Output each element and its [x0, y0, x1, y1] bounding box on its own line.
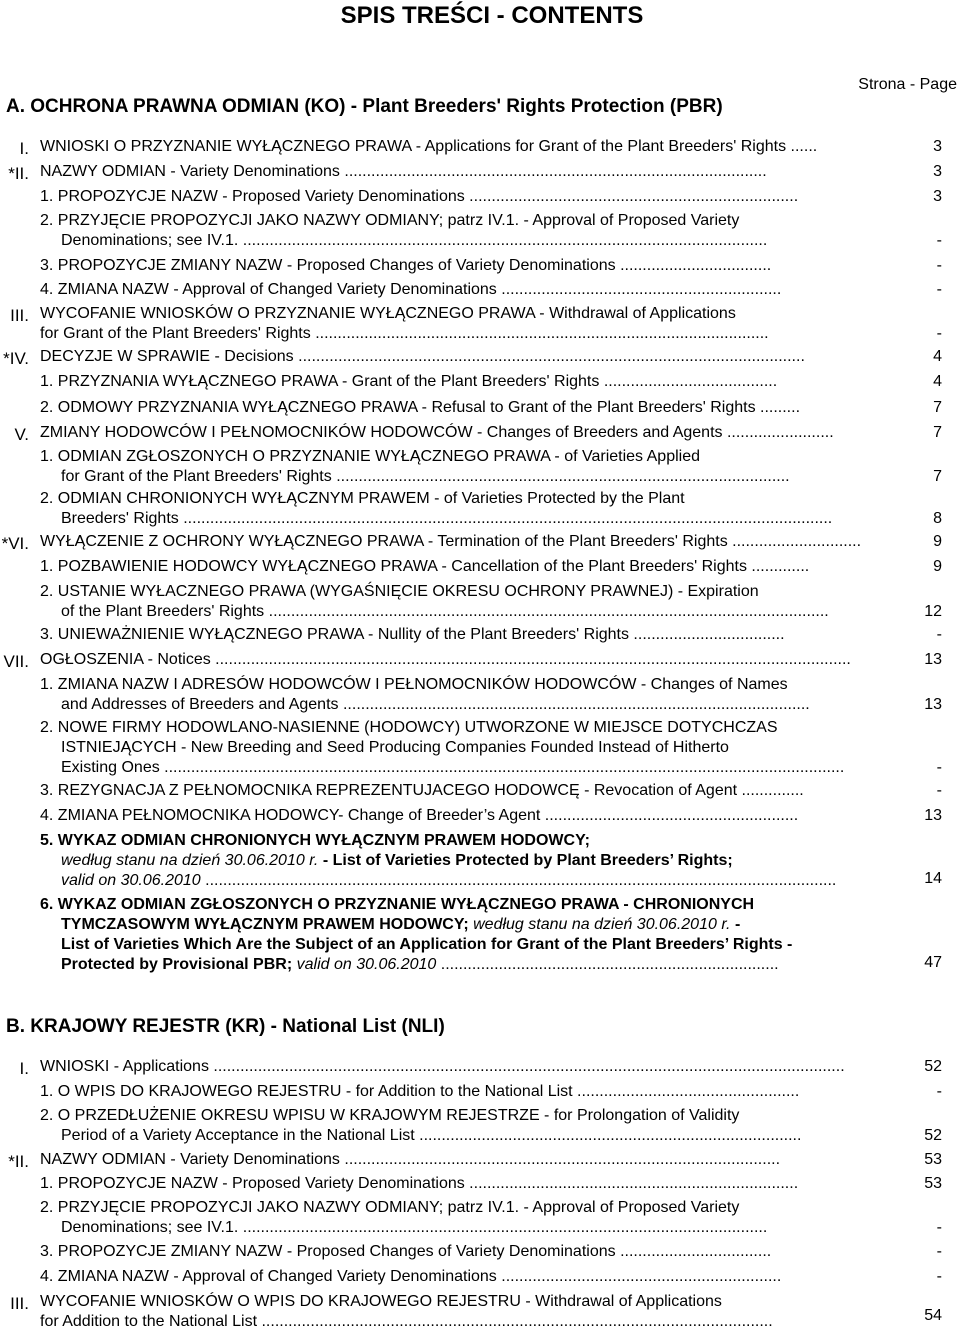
toc-entry-a-vii-2[interactable] — [0, 718, 960, 778]
entry-title: WNIOSKI - Applications — [40, 1058, 209, 1075]
toc-entry-a-v[interactable] — [0, 423, 960, 443]
page-number: 7 — [933, 399, 942, 416]
entry-title-line: for Addition to the National List — [40, 1313, 258, 1330]
toc-entry-a-vii-4[interactable] — [0, 806, 960, 826]
page-number: 4 — [933, 373, 942, 390]
page-column-header: Strona - Page — [858, 76, 957, 93]
roman-numeral: *II. — [8, 1152, 29, 1171]
leader-dots: ......................................................... — [540, 807, 799, 824]
page-number: 3 — [933, 163, 942, 180]
page-number: - — [936, 1243, 942, 1260]
toc-entry-a-vi-1[interactable] — [0, 557, 960, 577]
section-b-heading: B. KRAJOWY REJESTR (KR) - National List (NLI) — [6, 1016, 445, 1037]
page-number: 52 — [924, 1058, 942, 1075]
leader-dots: .................................................................................................................................................. — [178, 510, 833, 527]
leader-dots: .................................................................................................. — [339, 1151, 781, 1168]
entry-title-bold: - List of Varieties Protected by Plant Breeders’ Rights; — [318, 852, 733, 869]
toc-entry-a-ii-1[interactable] — [0, 187, 960, 207]
entry-title-line: Existing Ones — [61, 759, 160, 776]
leader-dots: .......................................................................... — [464, 1175, 799, 1192]
entry-title-line: 1. ZMIANA NAZW I ADRESÓW HODOWCÓW I PEŁNOMOCNIKÓW HODOWCÓW - Changes of Names — [40, 676, 788, 693]
leader-dots: ....................................... — [599, 373, 778, 390]
toc-entry-b-ii-2[interactable] — [0, 1198, 960, 1238]
leader-dots: ............................................................................ — [436, 956, 779, 973]
entry-title-line: Breeders' Rights — [61, 510, 179, 527]
leader-dots: ............................................................................................................................................... — [210, 651, 851, 668]
leader-dots: ......................................................................................................................................................... — [159, 759, 845, 776]
leader-dots: ............................................................... — [496, 281, 782, 298]
roman-numeral: III. — [10, 306, 29, 325]
leader-dots: .............................................................................................................................................. — [208, 1058, 845, 1075]
toc-entry-a-v-2[interactable] — [0, 489, 960, 529]
roman-numeral: *VI. — [1, 534, 29, 553]
section-a-heading: A. OCHRONA PRAWNA ODMIAN (KO) - Plant Breeders' Rights Protection (PBR) — [6, 96, 723, 117]
page-number: 8 — [933, 510, 942, 527]
entry-title: 1. PRZYZNANIA WYŁĄCZNEGO PRAWA - Grant of the Plant Breeders' Rights — [40, 373, 600, 390]
entry-title-italic: według stanu na dzień 30.06.2010 r. — [468, 916, 731, 933]
entry-title: NAZWY ODMIAN - Variety Denominations — [40, 1151, 340, 1168]
entry-title: 1. PROPOZYCJE NAZW - Proposed Variety Denominations — [40, 188, 465, 205]
entry-title: NAZWY ODMIAN - Variety Denominations — [40, 163, 340, 180]
entry-title-bold: TYMCZASOWYM WYŁĄCZNYM PRAWEM HODOWCY; — [61, 916, 469, 933]
leader-dots: ............................. — [727, 533, 862, 550]
toc-entry-b-ii-4[interactable] — [0, 1267, 960, 1287]
entry-title-italic: valid on 30.06.2010 — [61, 872, 201, 889]
leader-dots: .............. — [737, 782, 804, 799]
entry-title-italic: według stanu na dzień 30.06.2010 r. — [61, 852, 319, 869]
page-number: 54 — [924, 1307, 942, 1324]
toc-entry-a-vii-6[interactable] — [0, 895, 960, 975]
toc-entry-a-vii[interactable] — [0, 650, 960, 670]
toc-entry-a-ii[interactable] — [0, 162, 960, 182]
entry-title: 2. ODMOWY PRZYZNANIA WYŁĄCZNEGO PRAWA - Refusal to Grant of the Plant Breeders' Rights — [40, 399, 756, 416]
entry-title: 1. O WPIS DO KRAJOWEGO REJESTRU - for Addition to the National List — [40, 1083, 573, 1100]
roman-numeral: III. — [10, 1294, 29, 1313]
page-number: 3 — [933, 138, 942, 155]
page-number: 13 — [924, 696, 942, 713]
leader-dots: .......................................................................... — [464, 188, 799, 205]
roman-numeral: VII. — [3, 652, 29, 671]
entry-title: 3. PROPOZYCJE ZMIANY NAZW - Proposed Changes of Variety Denominations — [40, 1243, 616, 1260]
entry-title: 3. REZYGNACJA Z PEŁNOMOCNIKA REPREZENTUJACEGO HODOWCĘ - Revocation of Agent — [40, 782, 738, 799]
entry-title: 4. ZMIANA NAZW - Approval of Changed Variety Denominations — [40, 1268, 497, 1285]
entry-title-line: 2. ODMIAN CHRONIONYCH WYŁĄCZNYM PRAWEM - of Varieties Protected by the Plant — [40, 490, 685, 507]
leader-dots: ......................................................................................................... — [338, 696, 810, 713]
toc-entry-a-ii-3[interactable] — [0, 256, 960, 276]
entry-title-line: 1. ODMIAN ZGŁOSZONYCH O PRZYZNANIE WYŁĄCZNEGO PRAWA - of Varieties Applied — [40, 448, 700, 465]
entry-title: 4. ZMIANA NAZW - Approval of Changed Variety Denominations — [40, 281, 497, 298]
entry-title: 1. POZBAWIENIE HODOWCY WYŁĄCZNEGO PRAWA - Cancellation of the Plant Breeders' Rights — [40, 558, 747, 575]
page-number: 3 — [933, 188, 942, 205]
page-number: - — [936, 325, 942, 342]
page-number: - — [936, 782, 942, 799]
page-number: - — [936, 257, 942, 274]
toc-entry-a-iii[interactable] — [0, 304, 960, 344]
page-number: 7 — [933, 468, 942, 485]
page-title: SPIS TREŚCI - CONTENTS — [340, 2, 644, 29]
page-number: - — [936, 1219, 942, 1236]
page-number: - — [936, 281, 942, 298]
page-number: 13 — [924, 807, 942, 824]
leader-dots: .................................. — [615, 1243, 772, 1260]
page-number: 14 — [924, 870, 942, 887]
entry-title-line: for Grant of the Plant Breeders' Rights — [40, 325, 311, 342]
roman-numeral: V. — [14, 425, 29, 444]
page-number: - — [936, 626, 942, 643]
toc-entry-a-vii-5[interactable] — [0, 831, 960, 891]
page-number: - — [936, 759, 942, 776]
roman-numeral: I. — [19, 139, 29, 158]
leader-dots: ...................................................................................................... — [310, 325, 769, 342]
toc-entry-b-i-2[interactable] — [0, 1106, 960, 1146]
toc-entry-a-iv-1[interactable] — [0, 372, 960, 392]
toc-entry-b-iii[interactable] — [0, 1292, 960, 1332]
page-number: 9 — [933, 558, 942, 575]
entry-title: 1. PROPOZYCJE NAZW - Proposed Variety Denominations — [40, 1175, 465, 1192]
toc-entry-a-vii-1[interactable] — [0, 675, 960, 715]
leader-dots: ......... — [755, 399, 801, 416]
page-number: 53 — [924, 1151, 942, 1168]
entry-title-line: 2. O PRZEDŁUŻENIE OKRESU WPISU W KRAJOWYM REJESTRZE - for Prolongation of Validity — [40, 1107, 740, 1124]
entry-title-line: 2. USTANIE WYŁACZNEGO PRAWA (WYGAŚNIĘCIE OKRESU OCHRONY PRAWNEJ) - Expiration — [40, 583, 759, 600]
page-number: 4 — [933, 348, 942, 365]
entry-title-bold: - — [730, 916, 741, 933]
entry-title-italic: valid on 30.06.2010 — [292, 956, 437, 973]
leader-dots: ...... — [786, 138, 818, 155]
leader-dots: ........................ — [722, 424, 834, 441]
roman-numeral: *II. — [8, 164, 29, 183]
roman-numeral: *IV. — [3, 349, 29, 368]
toc-entry-b-ii-3[interactable] — [0, 1242, 960, 1262]
toc-entry-a-iv[interactable] — [0, 347, 960, 367]
toc-entry-a-vi-2[interactable] — [0, 582, 960, 622]
leader-dots: .................................. — [628, 626, 785, 643]
leader-dots: .............................................................................................................................................. — [200, 872, 837, 889]
leader-dots: ............................................................................................... — [339, 163, 767, 180]
entry-title-line: ISTNIEJĄCYCH - New Breeding and Seed Producing Companies Founded Instead of Hitherto — [61, 739, 729, 756]
entry-title-line: Period of a Variety Acceptance in the National List — [61, 1127, 415, 1144]
page-number: 52 — [924, 1127, 942, 1144]
entry-title: WYŁĄCZENIE Z OCHRONY WYŁĄCZNEGO PRAWA - Termination of the Plant Breeders' Rights — [40, 533, 728, 550]
toc-entry-a-vii-3[interactable] — [0, 781, 960, 801]
leader-dots: ................................................................................................................... — [257, 1313, 773, 1330]
page-number: 13 — [924, 651, 942, 668]
toc-entry-a-vi-3[interactable] — [0, 625, 960, 645]
leader-dots: ...................................................................................... — [414, 1127, 802, 1144]
leader-dots: .................................................................................................................. — [293, 348, 805, 365]
toc-entry-a-iv-2[interactable] — [0, 398, 960, 418]
toc-entry-a-vi[interactable] — [0, 532, 960, 552]
leader-dots: ............. — [746, 558, 810, 575]
page-number: 53 — [924, 1175, 942, 1192]
entry-title-line: 6. WYKAZ ODMIAN ZGŁOSZONYCH O PRZYZNANIE WYŁĄCZNEGO PRAWA - CHRONIONYCH — [40, 896, 755, 913]
entry-title: 3. UNIEWAŻNIENIE WYŁĄCZNEGO PRAWA - Nullity of the Plant Breeders' Rights — [40, 626, 629, 643]
entry-title-line: 2. PRZYJĘCIE PROPOZYCJI JAKO NAZWY ODMIANY; patrz IV.1. - Approval of Proposed Variety — [40, 212, 740, 229]
entry-title-line: 2. NOWE FIRMY HODOWLANO-NASIENNE (HODOWCY) UTWORZONE W MIEJSCE DOTYCHCZAS — [40, 719, 778, 736]
page-number: 9 — [933, 533, 942, 550]
entry-title: WNIOSKI O PRZYZNANIE WYŁĄCZNEGO PRAWA - Applications for Grant of the Plant Breeders' Rights — [40, 138, 787, 155]
entry-title: 4. ZMIANA PEŁNOMOCNIKA HODOWCY- Change of Breeder’s Agent — [40, 807, 541, 824]
toc-entry-a-ii-4[interactable] — [0, 280, 960, 300]
entry-title-line: and Addresses of Breeders and Agents — [61, 696, 339, 713]
leader-dots: ............................................................... — [496, 1268, 782, 1285]
leader-dots: .................................................. — [572, 1083, 800, 1100]
leader-dots: ...................................................................................................................... — [238, 1219, 768, 1236]
leader-dots: ...................................................................................................... — [331, 468, 790, 485]
page-number: - — [936, 1268, 942, 1285]
leader-dots: ...................................................................................................................... — [238, 232, 768, 249]
entry-title-line: of the Plant Breeders' Rights — [61, 603, 265, 620]
entry-title-bold: Protected by Provisional PBR; — [61, 956, 293, 973]
page-number: 12 — [924, 603, 942, 620]
toc-entry-b-i-1[interactable] — [0, 1082, 960, 1102]
roman-numeral: I. — [19, 1059, 29, 1078]
entry-title-line: Denominations; see IV.1. — [61, 1219, 239, 1236]
entry-title: OGŁOSZENIA - Notices — [40, 651, 211, 668]
toc-entry-a-ii-2[interactable] — [0, 211, 960, 251]
leader-dots: .................................. — [615, 257, 772, 274]
entry-title: 3. PROPOZYCJE ZMIANY NAZW - Proposed Changes of Variety Denominations — [40, 257, 616, 274]
entry-title: ZMIANY HODOWCÓW I PEŁNOMOCNIKÓW HODOWCÓW - Changes of Breeders and Agents — [40, 424, 723, 441]
toc-entry-a-i[interactable] — [0, 137, 960, 157]
entry-title-line: List of Varieties Which Are the Subject of an Application for Grant of the Plant Breeders’ Rights - — [61, 936, 793, 953]
entry-title-line: WYCOFANIE WNIOSKÓW O WPIS DO KRAJOWEGO REJESTRU - Withdrawal of Applications — [40, 1293, 722, 1310]
entry-title-line: WYCOFANIE WNIOSKÓW O PRZYZNANIE WYŁĄCZNEGO PRAWA - Withdrawal of Applications — [40, 305, 736, 322]
page-number: - — [936, 1083, 942, 1100]
entry-title: DECYZJE W SPRAWIE - Decisions — [40, 348, 294, 365]
entry-title-line: 2. PRZYJĘCIE PROPOZYCJI JAKO NAZWY ODMIANY; patrz IV.1. - Approval of Proposed Variety — [40, 1199, 740, 1216]
toc-entry-b-ii[interactable] — [0, 1150, 960, 1170]
toc-entry-b-i[interactable] — [0, 1057, 960, 1077]
page-number: - — [936, 232, 942, 249]
page-number: 47 — [924, 954, 942, 971]
page-number: 7 — [933, 424, 942, 441]
entry-title-line: Denominations; see IV.1. — [61, 232, 239, 249]
toc-entry-a-v-1[interactable] — [0, 447, 960, 487]
leader-dots: .............................................................................................................................. — [264, 603, 829, 620]
entry-title-line: for Grant of the Plant Breeders' Rights — [61, 468, 332, 485]
toc-entry-b-ii-1[interactable] — [0, 1174, 960, 1194]
entry-title-line: 5. WYKAZ ODMIAN CHRONIONYCH WYŁĄCZNYM PRAWEM HODOWCY; — [40, 832, 590, 849]
